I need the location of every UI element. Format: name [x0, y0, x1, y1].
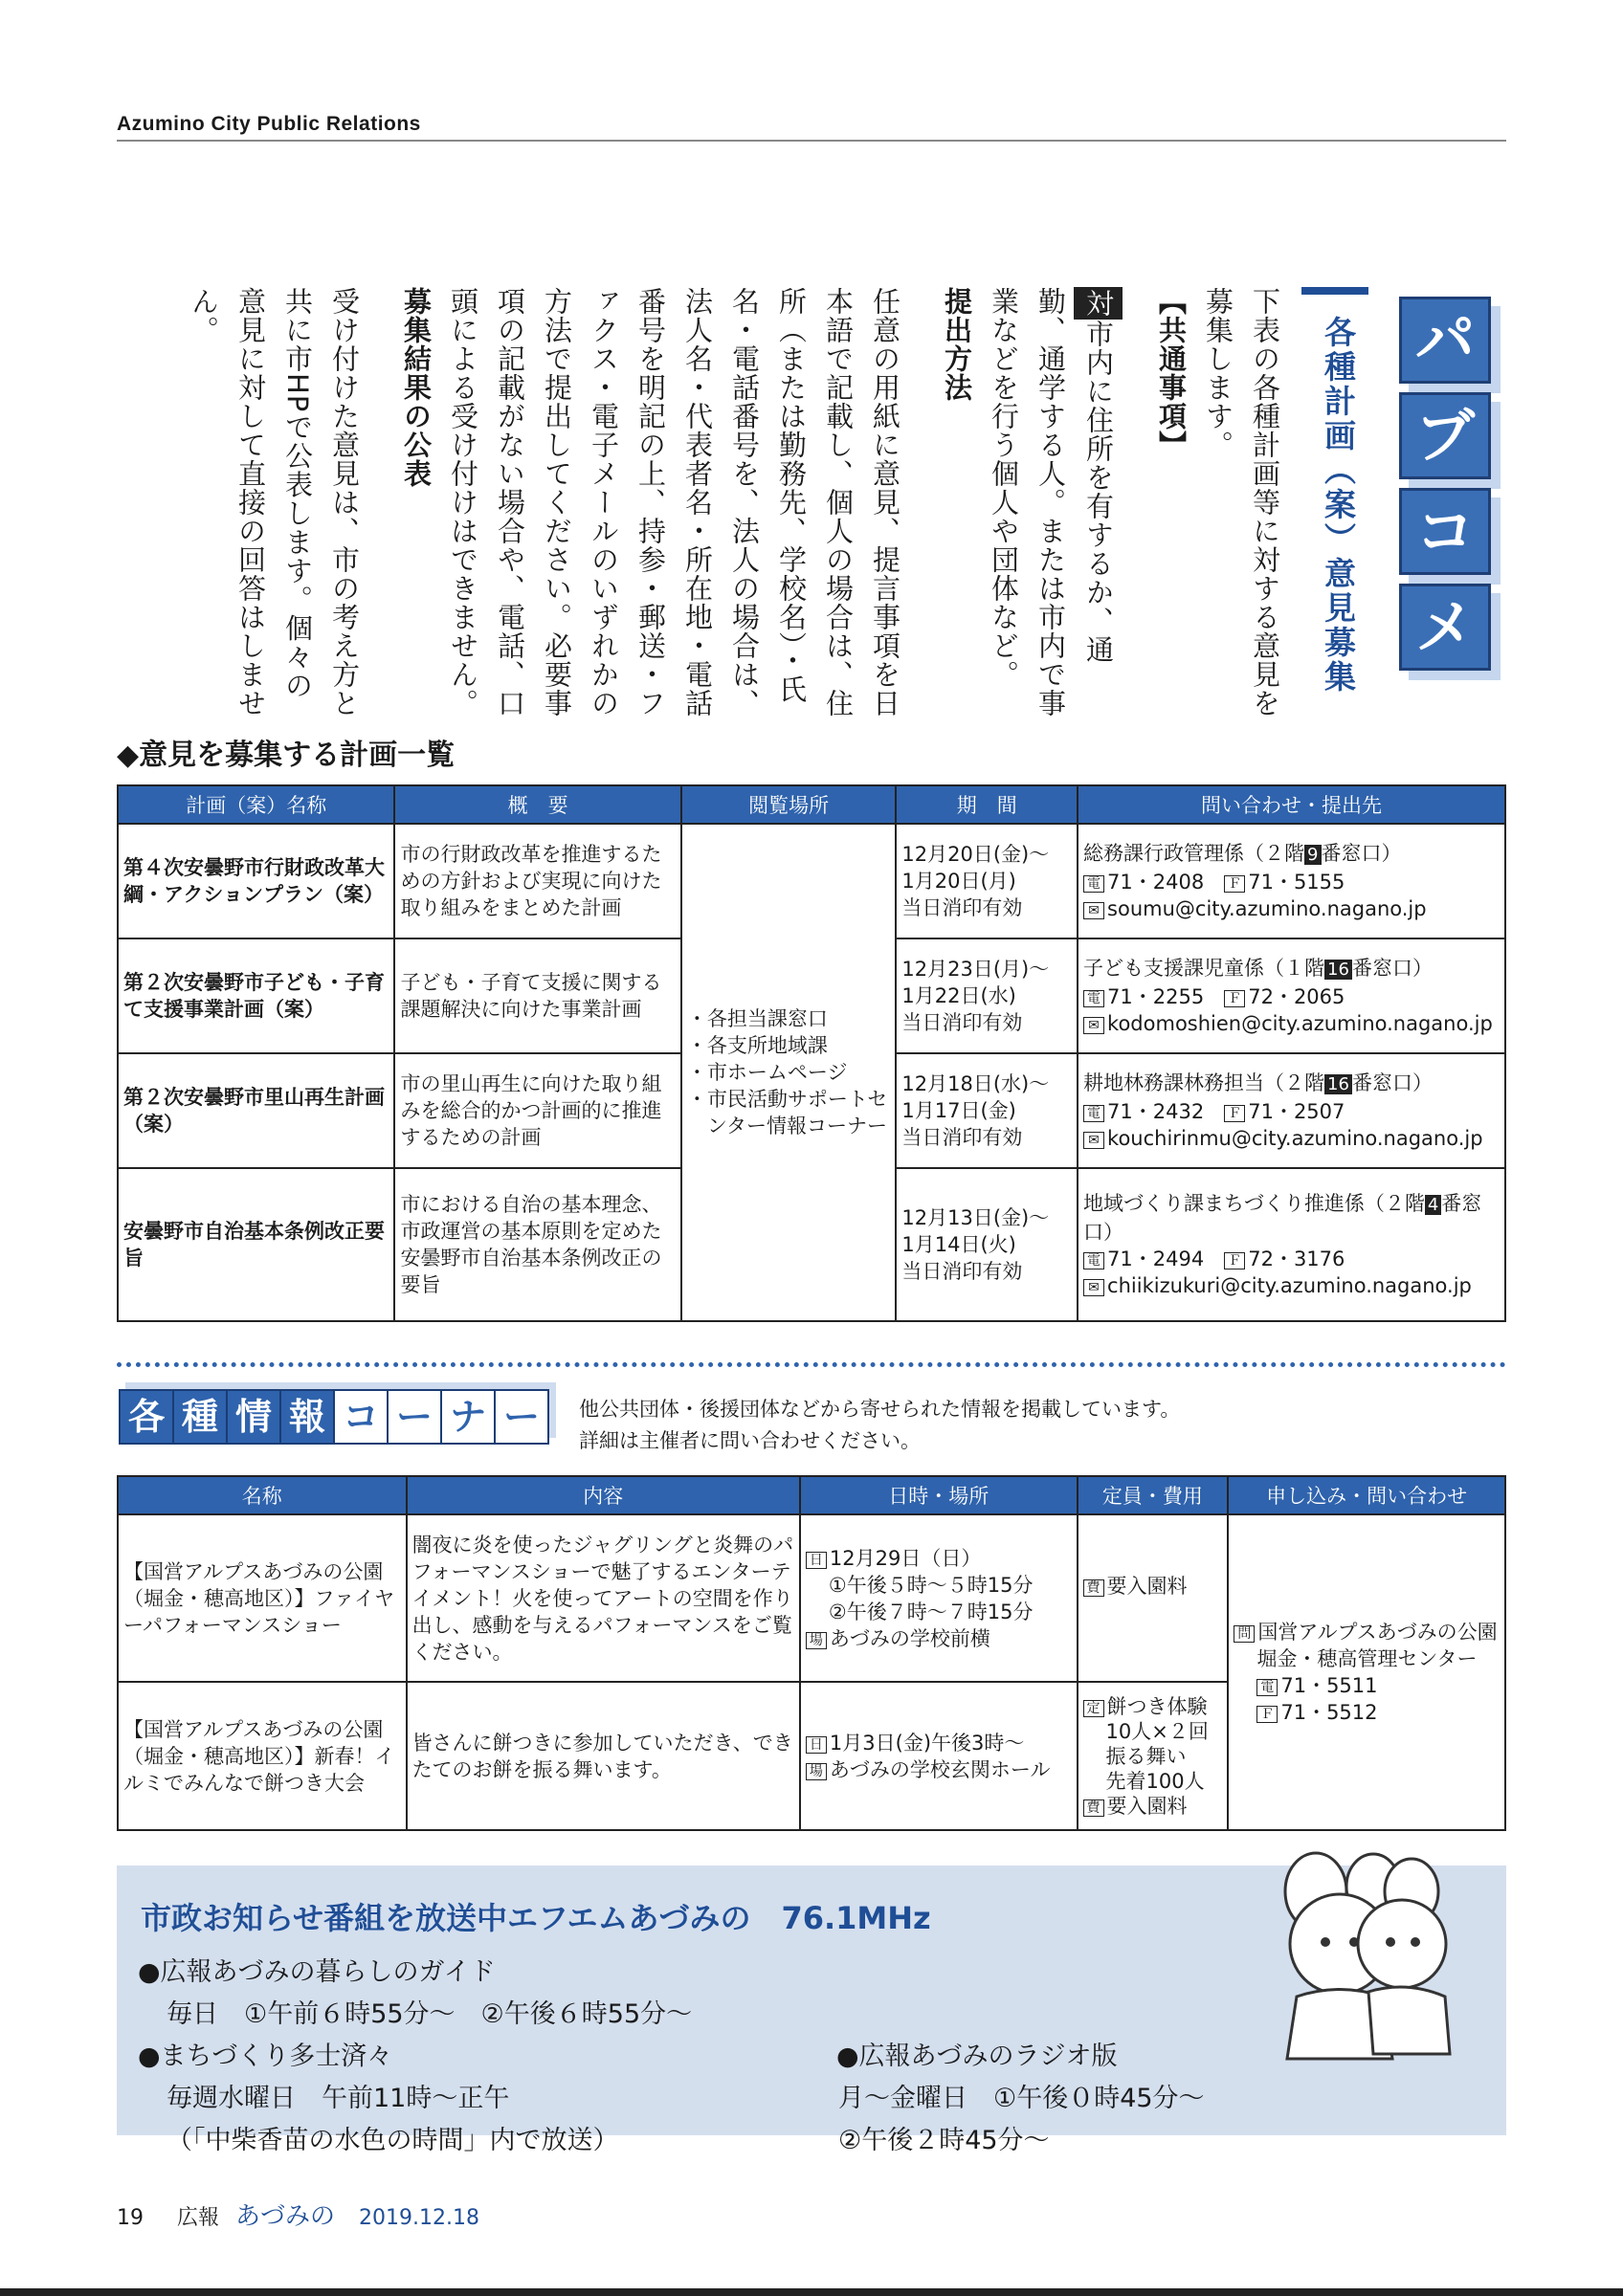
plan-contact: [1078, 1168, 1505, 1321]
capacity-text: 先着100人: [1105, 1769, 1205, 1793]
window-number: 4: [1425, 1195, 1441, 1215]
bottom-rule: [0, 2288, 1623, 2296]
capacity-text: 振る舞い: [1105, 1744, 1187, 1768]
period-end: 1月22日(水): [901, 984, 1016, 1007]
dept-name: 地域づくり課まちづくり推進係（２階: [1083, 1192, 1425, 1215]
plan-header-summary: 概 要: [394, 785, 680, 824]
dept-name: 子ども支援課児童係（１階: [1083, 957, 1325, 980]
mascot-illustration: [1249, 1839, 1469, 2068]
event-name: 【国営アルプスあづみの公園（堀金・穂高地区）】ファイヤーパフォーマンスショー: [118, 1514, 407, 1682]
capacity-icon: 定: [1083, 1700, 1104, 1717]
plan-contact: [1078, 824, 1505, 938]
tel-icon: 電: [1083, 1105, 1104, 1122]
tel-number: 71・2432: [1107, 1100, 1205, 1123]
plan-summary: 子ども・子育て支援に関する課題解決に向けた事業計画: [394, 938, 680, 1053]
window-suffix: 番窓口）: [1083, 1192, 1482, 1244]
pabucome-subtitle: 各種計画（案）意見募集: [1320, 316, 1357, 695]
table-row: [118, 824, 1505, 938]
contact-email[interactable]: [1083, 1125, 1500, 1152]
viewing-item: ・市ホームページ: [686, 1061, 848, 1084]
period-end: 1月17日(金): [901, 1099, 1016, 1122]
viewing-item: ・市民活動サポートセ: [686, 1088, 888, 1111]
pabucome-intro: 下表の各種計画等に対する意見を募集します。: [1202, 287, 1281, 718]
info-cube-4: 報: [279, 1389, 335, 1445]
event-datetime: [800, 1682, 1078, 1830]
target-paragraph: [980, 287, 1123, 718]
event-content: 闇夜に炎を使ったジャグリングと炎舞のパフォーマンスショーで魅了するエンターテイメント！火を使ってアートの空間を作り出し、感動を与えるパフォーマンスをご覧ください。: [407, 1514, 800, 1682]
contact-phone: [1083, 1098, 1500, 1125]
fax-number: 72・3176: [1248, 1247, 1345, 1270]
info-cube-6: ー: [387, 1389, 442, 1445]
info-intro-line: 詳細は主催者に問い合わせください。: [579, 1429, 921, 1452]
page-number: 19: [117, 2206, 144, 2230]
radio-left-column: [138, 1952, 692, 2162]
ask-icon: 問: [1234, 1625, 1255, 1643]
program-note: （「中柴香苗の水色の時間」内で放送）: [167, 2126, 619, 2155]
tel-icon: 電: [1083, 1252, 1104, 1269]
info-intro: [579, 1394, 1180, 1457]
plan-summary: 市の行財政改革を推進するための方針および実現に向けた取り組みをまとめた計画: [394, 824, 680, 938]
info-cube-5: コ: [333, 1389, 389, 1445]
plan-header-contact: 問い合わせ・提出先: [1078, 785, 1505, 824]
period-end: 1月14日(火): [901, 1233, 1016, 1256]
period-start: 12月18日(水)～: [901, 1072, 1050, 1095]
program-time: 月～金曜日 ①午後０時45分～: [838, 2084, 1205, 2113]
event-date: [806, 1545, 1072, 1572]
capacity-line: [1083, 1694, 1223, 1719]
info-header-content: 内容: [407, 1476, 800, 1514]
contact-dept: [1083, 840, 1500, 869]
result-text: 受け付けた意見は、市の考え方と共に市HPで公表します。個々の意見に対して直接の回答はしません。: [188, 287, 361, 718]
pabucome-cube-me: メ: [1399, 584, 1491, 671]
window-number: 16: [1324, 960, 1352, 980]
event-name: 【国営アルプスあづみの公園（堀金・穂高地区）】新春！イルミでみんなで餅つき大会: [118, 1682, 407, 1830]
footer-date: 2019.12.18: [359, 2206, 479, 2230]
contact-email[interactable]: [1083, 1010, 1500, 1037]
period-start: 12月13日(金)～: [901, 1206, 1050, 1229]
contact-dept: [1083, 1190, 1500, 1246]
capacity-text: 10人×２回: [1105, 1719, 1209, 1743]
info-header-capacity: 定員・費用: [1078, 1476, 1229, 1514]
event-fee-text: 要入園料: [1106, 1575, 1188, 1598]
event-time: ①午後５時～５時15分: [828, 1573, 1034, 1597]
info-cube-8: ー: [494, 1389, 549, 1445]
tel-icon: 電: [1256, 1679, 1278, 1696]
period-note: 当日消印有効: [901, 896, 1023, 919]
dept-name: 耕地林務課林務担当（２階: [1083, 1071, 1325, 1094]
footer-logo: あづみの: [235, 2202, 336, 2231]
program-title: ●広報あづみの暮らしのガイド: [138, 1957, 496, 1987]
plan-name: 第２次安曇野市里山再生計画（案）: [118, 1053, 394, 1168]
plan-name: 第４次安曇野市行財政改革大綱・アクションプラン（案）: [118, 824, 394, 938]
place-icon: 場: [806, 1632, 827, 1649]
program-time: 毎週水曜日 午前11時～正午: [167, 2084, 510, 2113]
period-note: 当日消印有効: [901, 1260, 1023, 1283]
mail-icon: ✉: [1083, 1132, 1104, 1149]
fax-icon: Ｆ: [1256, 1706, 1278, 1723]
plan-period: [896, 1053, 1078, 1168]
event-date: [806, 1730, 1072, 1756]
viewing-item: ・各支所地域課: [686, 1034, 828, 1057]
plan-table: [117, 784, 1506, 1322]
event-content: 皆さんに餅つきに参加していただき、できたてのお餅を振る舞います。: [407, 1682, 800, 1830]
window-number: 16: [1324, 1074, 1352, 1094]
contact-email[interactable]: [1083, 895, 1500, 922]
event-fee: [1078, 1514, 1229, 1682]
contact-org2: 堀金・穂高管理センター: [1256, 1647, 1478, 1670]
fax-number: 71・5155: [1248, 871, 1345, 894]
program-time: ②午後２時45分～: [838, 2126, 1050, 2155]
fee-icon: 費: [1083, 1579, 1104, 1597]
dept-name: 総務課行政管理係（２階: [1083, 842, 1305, 865]
fax-number: 71・2507: [1248, 1100, 1345, 1123]
publication-header: Azumino City Public Relations: [117, 113, 1506, 142]
date-icon: 日: [806, 1552, 827, 1569]
common-heading: 【共通事項】: [1155, 287, 1188, 459]
program-title: ●まちづくり多士済々: [138, 2042, 393, 2071]
target-tag: 対: [1074, 287, 1123, 320]
plan-header-name: 計画（案）名称: [118, 785, 394, 824]
program-time: 毎日 ①午前６時55分～ ②午後６時55分～: [167, 1999, 693, 2029]
info-cube-3: 情: [226, 1389, 281, 1445]
contact-org-text: 国営アルプスあづみの公園: [1257, 1621, 1498, 1644]
mail-icon: ✉: [1083, 1279, 1104, 1296]
tel-icon: 電: [1083, 990, 1104, 1007]
window-suffix: 番窓口）: [1351, 1071, 1433, 1094]
plan-summary: 市の里山再生に向けた取り組みを総合的かつ計画的に推進するための計画: [394, 1053, 680, 1168]
plan-header-viewing: 閲覧場所: [681, 785, 897, 824]
radio-title: 市政お知らせ番組を放送中エフエムあづみの 76.1MHz: [141, 1900, 931, 1936]
plan-summary: 市における自治の基本理念、市政運営の基本原則を定めた安曇野市自治基本条例改正の要旨: [394, 1168, 680, 1321]
contact-org1: [1234, 1619, 1500, 1645]
method-heading: 提出方法: [941, 287, 973, 402]
contact-dept: [1083, 955, 1500, 983]
date-icon: 日: [806, 1736, 827, 1754]
period-start: 12月23日(月)～: [901, 958, 1050, 981]
contact-tel: [1234, 1672, 1500, 1699]
event-place: [806, 1625, 1072, 1652]
plan-period: [896, 824, 1078, 938]
fax-icon: Ｆ: [1224, 990, 1245, 1007]
info-header-datetime: 日時・場所: [800, 1476, 1078, 1514]
contact-email[interactable]: [1083, 1272, 1500, 1299]
fax-icon: Ｆ: [1224, 1105, 1245, 1122]
fax-icon: Ｆ: [1224, 875, 1245, 893]
info-header-contact: 申し込み・問い合わせ: [1228, 1476, 1505, 1514]
fee-line: [1083, 1794, 1223, 1819]
radio-right-column: [836, 2036, 1205, 2162]
plan-contact: [1078, 938, 1505, 1053]
table-row: [118, 1514, 1505, 1682]
event-place-text: あづみの学校玄関ホール: [829, 1757, 1051, 1781]
info-cube-1: 各: [119, 1389, 174, 1445]
mail-icon: ✉: [1083, 902, 1104, 919]
tel-number: 71・2255: [1107, 985, 1205, 1008]
result-heading: 募集結果の公表: [400, 287, 433, 488]
tel-icon: 電: [1083, 875, 1104, 893]
contact-fax: [1234, 1699, 1500, 1726]
viewing-item: ンター情報コーナー: [686, 1115, 888, 1137]
fax-icon: Ｆ: [1224, 1252, 1245, 1269]
plan-period: [896, 938, 1078, 1053]
pabucome-cube-bu: ブ: [1399, 392, 1491, 479]
email-link[interactable]: kouchirinmu@city.azumino.nagano.jp: [1107, 1127, 1483, 1150]
capacity-text: 餅つき体験: [1106, 1694, 1208, 1718]
tel-number: 71・5511: [1280, 1674, 1378, 1697]
info-intro-line: 他公共団体・後援団体などから寄せられた情報を掲載しています。: [579, 1398, 1181, 1421]
event-date-text: 12月29日（日）: [829, 1546, 982, 1570]
event-place: [806, 1756, 1072, 1783]
period-note: 当日消印有効: [901, 1011, 1023, 1034]
viewing-item: ・各担当課窓口: [686, 1007, 828, 1030]
contact-phone: [1083, 869, 1500, 895]
contact-dept: [1083, 1070, 1500, 1098]
plan-name: 第２次安曇野市子ども・子育て支援事業計画（案）: [118, 938, 394, 1053]
mail-icon: ✉: [1083, 1017, 1104, 1034]
info-header-name: 名称: [118, 1476, 407, 1514]
fee-icon: 費: [1083, 1799, 1104, 1817]
info-cube-7: ナ: [440, 1389, 496, 1445]
plan-header-period: 期 間: [896, 785, 1078, 824]
viewing-locations: [681, 824, 897, 1321]
target-text: 市内に住所を有するか、通勤、通学する人。または市内で事業などを行う個人や団体など。: [988, 287, 1115, 718]
pabucome-cube-ko: コ: [1399, 488, 1491, 575]
window-suffix: 番窓口）: [1321, 842, 1402, 865]
window-suffix: 番窓口）: [1351, 957, 1433, 980]
fax-number: 72・2065: [1248, 985, 1345, 1008]
program-title: ●広報あづみのラジオ版: [836, 2042, 1118, 2071]
footer-label: 広報: [177, 2206, 220, 2230]
event-capacity: [1078, 1682, 1229, 1830]
event-date-text: 1月3日(金)午後3時～: [829, 1731, 1025, 1755]
pabucome-cube-pa: パ: [1399, 297, 1491, 384]
event-fee-text: 要入園料: [1106, 1794, 1188, 1818]
period-note: 当日消印有効: [901, 1126, 1023, 1149]
email-link[interactable]: chiikizukuri@city.azumino.nagano.jp: [1107, 1274, 1472, 1297]
email-link[interactable]: kodomoshien@city.azumino.nagano.jp: [1107, 1012, 1493, 1035]
period-end: 1月20日(月): [901, 870, 1016, 893]
plan-name: 安曇野市自治基本条例改正要旨: [118, 1168, 394, 1321]
place-icon: 場: [806, 1763, 827, 1780]
pabucome-body: [180, 287, 1288, 718]
plan-period: [896, 1168, 1078, 1321]
window-number: 9: [1304, 845, 1321, 865]
event-datetime: [800, 1514, 1078, 1682]
tel-number: 71・2408: [1107, 871, 1205, 894]
event-contact: [1228, 1514, 1505, 1830]
tel-number: 71・2494: [1107, 1247, 1205, 1270]
fax-number: 71・5512: [1280, 1701, 1378, 1724]
info-table: [117, 1475, 1506, 1831]
footer: [117, 2197, 479, 2232]
subtitle-bar: [1301, 287, 1368, 295]
plan-contact: [1078, 1053, 1505, 1168]
event-time: ②午後７時～７時15分: [828, 1600, 1034, 1623]
info-cube-2: 種: [172, 1389, 228, 1445]
email-link[interactable]: soumu@city.azumino.nagano.jp: [1107, 897, 1427, 920]
plan-section-title: ◆意見を募集する計画一覧: [117, 739, 456, 772]
event-place-text: あづみの学校前横: [829, 1626, 990, 1650]
contact-phone: [1083, 983, 1500, 1010]
period-start: 12月20日(金)～: [901, 843, 1050, 866]
dotted-divider: [117, 1362, 1506, 1367]
method-text: 任意の用紙に意見、提言事項を日本語で記載し、個人の場合は、住所（または勤務先、学校名）・氏名・電話番号を、法人の場合は、法人名・代表者名・所在地・電話番号を明記の上、持参・郵送・ファクス・電子メールのいずれかの方法で提出してください。必要事項の記載がない場合や、電話、口頭による受け付けはできません。: [447, 287, 901, 718]
contact-phone: [1083, 1246, 1500, 1272]
